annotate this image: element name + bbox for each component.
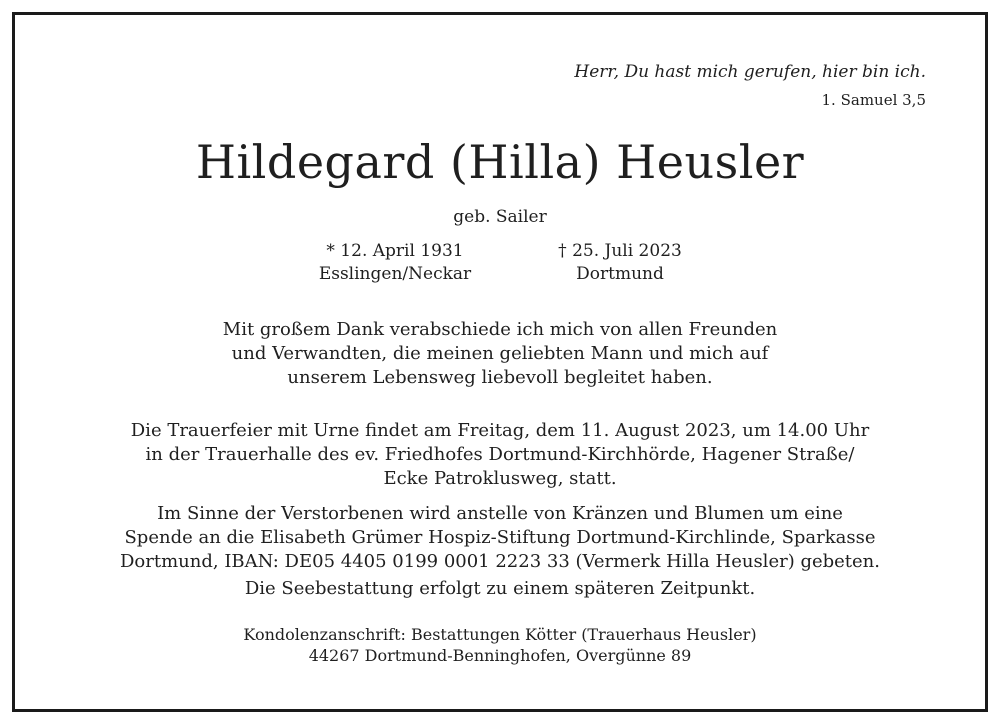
- funeral-details: [0, 419, 1000, 491]
- death-place: Dortmund: [576, 264, 664, 284]
- birth-name: geb. Sailer: [453, 207, 547, 227]
- message-line: unserem Lebensweg liebevoll begleitet haben.: [287, 367, 713, 388]
- donation-line: Spende an die Elisabeth Grümer Hospiz-Stiftung Dortmund-Kirchlinde, Sparkasse: [124, 527, 876, 548]
- farewell-message: [0, 318, 1000, 390]
- death-info: [540, 240, 700, 286]
- deceased-name: Hildegard (Hilla) Heusler: [195, 135, 805, 189]
- birth-info: [300, 240, 490, 286]
- donation-line: Dortmund, IBAN: DE05 4405 0199 0001 2223 33 (Vermerk Hilla Heusler) gebeten.: [120, 551, 880, 572]
- life-dates: [300, 240, 700, 286]
- birth-place: Esslingen/Neckar: [318, 264, 472, 284]
- funeral-line: Die Trauerfeier mit Urne findet am Freitag, dem 11. August 2023, um 14.00 Uhr: [130, 420, 870, 441]
- condolence-line: Kondolenzanschrift: Bestattungen Kötter (Trauerhaus Heusler): [243, 625, 757, 644]
- message-line: und Verwandten, die meinen geliebten Mann und mich auf: [231, 343, 769, 364]
- condolence-address: [0, 624, 1000, 666]
- bible-reference: 1. Samuel 3,5: [821, 91, 926, 109]
- donation-request: [0, 502, 1000, 574]
- bible-quote: Herr, Du hast mich gerufen, hier bin ich.: [574, 62, 926, 82]
- funeral-line: in der Trauerhalle des ev. Friedhofes Dortmund-Kirchhörde, Hagener Straße/: [145, 444, 855, 465]
- condolence-line: 44267 Dortmund-Benninghofen, Overgünne 89: [308, 646, 692, 665]
- sea-burial-note: Die Seebestattung erfolgt zu einem späteren Zeitpunkt.: [244, 578, 756, 599]
- birth-date: * 12. April 1931: [326, 241, 464, 261]
- donation-line: Im Sinne der Verstorbenen wird anstelle von Kränzen und Blumen um eine: [157, 503, 843, 524]
- message-line: Mit großem Dank verabschiede ich mich von allen Freunden: [222, 319, 778, 340]
- funeral-line: Ecke Patroklusweg, statt.: [383, 468, 617, 489]
- death-date: † 25. Juli 2023: [558, 241, 682, 261]
